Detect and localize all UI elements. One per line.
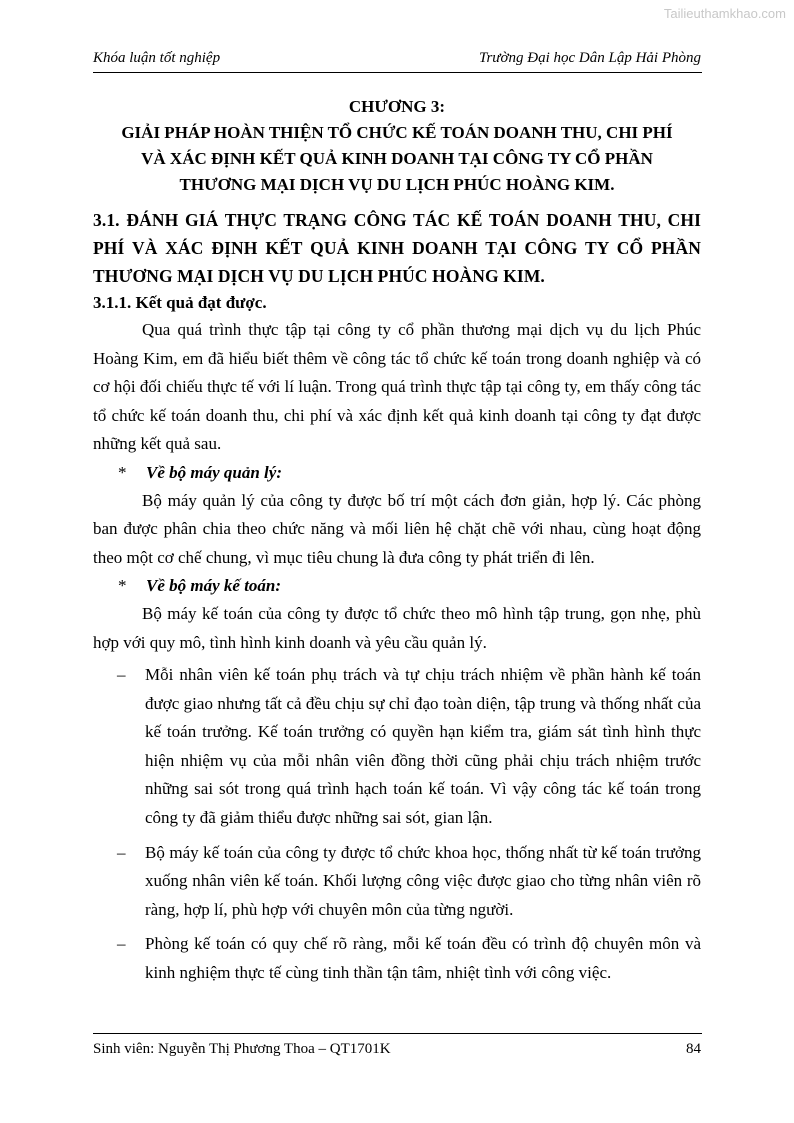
chapter-title	[93, 94, 701, 198]
page-header	[93, 50, 701, 67]
footer-author: Sinh viên: Nguyễn Thị Phương Thoa – QT1701K	[93, 1041, 391, 1057]
management-heading	[93, 459, 701, 487]
management-heading-text: Về bộ máy quản lý:	[146, 462, 282, 482]
page-number: 84	[686, 1041, 701, 1057]
bullet-mark: *	[118, 576, 127, 595]
list-item-text: Bộ máy kế toán của công ty được tổ chức khoa học, thống nhất từ kế toán trưởng xuống nhân viên kế toán. Khối lượng công việc được giao cho từng nhân viên rõ ràng, hợp lí, phù hợp với chuyên môn của từng người.	[145, 842, 701, 919]
chapter-title-line: THƯƠNG MẠI DỊCH VỤ DU LỊCH PHÚC HOÀNG KIM.	[179, 175, 615, 194]
list-item	[93, 839, 701, 925]
list-item-text: Mỗi nhân viên kế toán phụ trách và tự chịu trách nhiệm về phần hành kế toán được giao nhưng tất cả đều chịu sự chỉ đạo toàn diện, tập trung và thống nhất của kế toán trưởng. Kế toán trưởng có quyền hạn kiểm tra, giám sát tình hình thực hiện nhiệm vụ của mỗi nhân viên đồng thời cũng phải chịu trách nhiệm trước những sai sót trong quá trình hạch toán kế toán. Vì vậy công tác kế toán trong công ty đã giảm thiểu được những sai sót, gian lận.	[145, 665, 701, 827]
bullet-mark: *	[118, 462, 127, 482]
accounting-paragraph: Bộ máy kế toán của công ty được tổ chức theo mô hình tập trung, gọn nhẹ, phù hợp với quy mô, tình hình kinh doanh và yêu cầu quản lý.	[93, 604, 701, 652]
intro-paragraph: Qua quá trình thực tập tại công ty cổ phần thương mại dịch vụ du lịch Phúc Hoàng Kim, em đã hiểu biết thêm về công tác tổ chức kế toán trong doanh nghiệp và có cơ hội đối chiếu thực tế với lí luận. Trong quá trình thực tập tại công ty, em thấy công tác tổ chức kế toán doanh thu, chi phí và xác định kết quả kinh doanh tại công ty đạt được những kết quả sau.	[93, 320, 701, 453]
watermark: Tailieuthamkhao.com	[663, 6, 786, 21]
header-divider	[93, 72, 702, 73]
footer-divider	[93, 1033, 702, 1034]
list-item	[93, 930, 701, 987]
dash-mark: –	[117, 934, 126, 954]
section-heading: 3.1. ĐÁNH GIÁ THỰC TRẠNG CÔNG TÁC KẾ TOÁN DOANH THU, CHI PHÍ VÀ XÁC ĐỊNH KẾT QUẢ KINH DOANH TẠI CÔNG TY CỔ PHẦN THƯƠNG MẠI DỊCH VỤ DU LỊCH PHÚC HOÀNG KIM.	[93, 210, 701, 286]
chapter-title-line: GIẢI PHÁP HOÀN THIỆN TỔ CHỨC KẾ TOÁN DOANH THU, CHI PHÍ	[121, 123, 673, 142]
management-paragraph: Bộ máy quản lý của công ty được bố trí một cách đơn giản, hợp lý. Các phòng ban được phân chia theo chức năng và mối liên hệ chặt chẽ với nhau, cùng hoạt động theo một cơ chế chung, vì mục tiêu chung là đưa công ty phát triển đi lên.	[93, 490, 701, 567]
dash-mark: –	[117, 665, 126, 684]
dash-mark: –	[117, 842, 126, 862]
page-footer	[93, 1041, 701, 1058]
header-left: Khóa luận tốt nghiệp	[93, 50, 221, 66]
accounting-heading-text: Về bộ máy kế toán:	[146, 576, 282, 595]
page-content	[93, 94, 701, 988]
chapter-title-line: VÀ XÁC ĐỊNH KẾT QUẢ KINH DOANH TẠI CÔNG TY CỔ PHẦN	[141, 149, 653, 168]
subsection-heading: 3.1.1. Kết quả đạt được.	[93, 293, 267, 312]
list-item	[93, 661, 701, 833]
list-item-text: Phòng kế toán có quy chế rõ ràng, mỗi kế toán đều có trình độ chuyên môn và kinh nghiệm thực tế cùng tinh thần tận tâm, nhiệt tình với công việc.	[145, 934, 701, 982]
accounting-heading	[93, 572, 701, 600]
chapter-number: CHƯƠNG 3:	[348, 97, 446, 116]
header-right: Trường Đại học Dân Lập Hải Phòng	[478, 50, 701, 66]
